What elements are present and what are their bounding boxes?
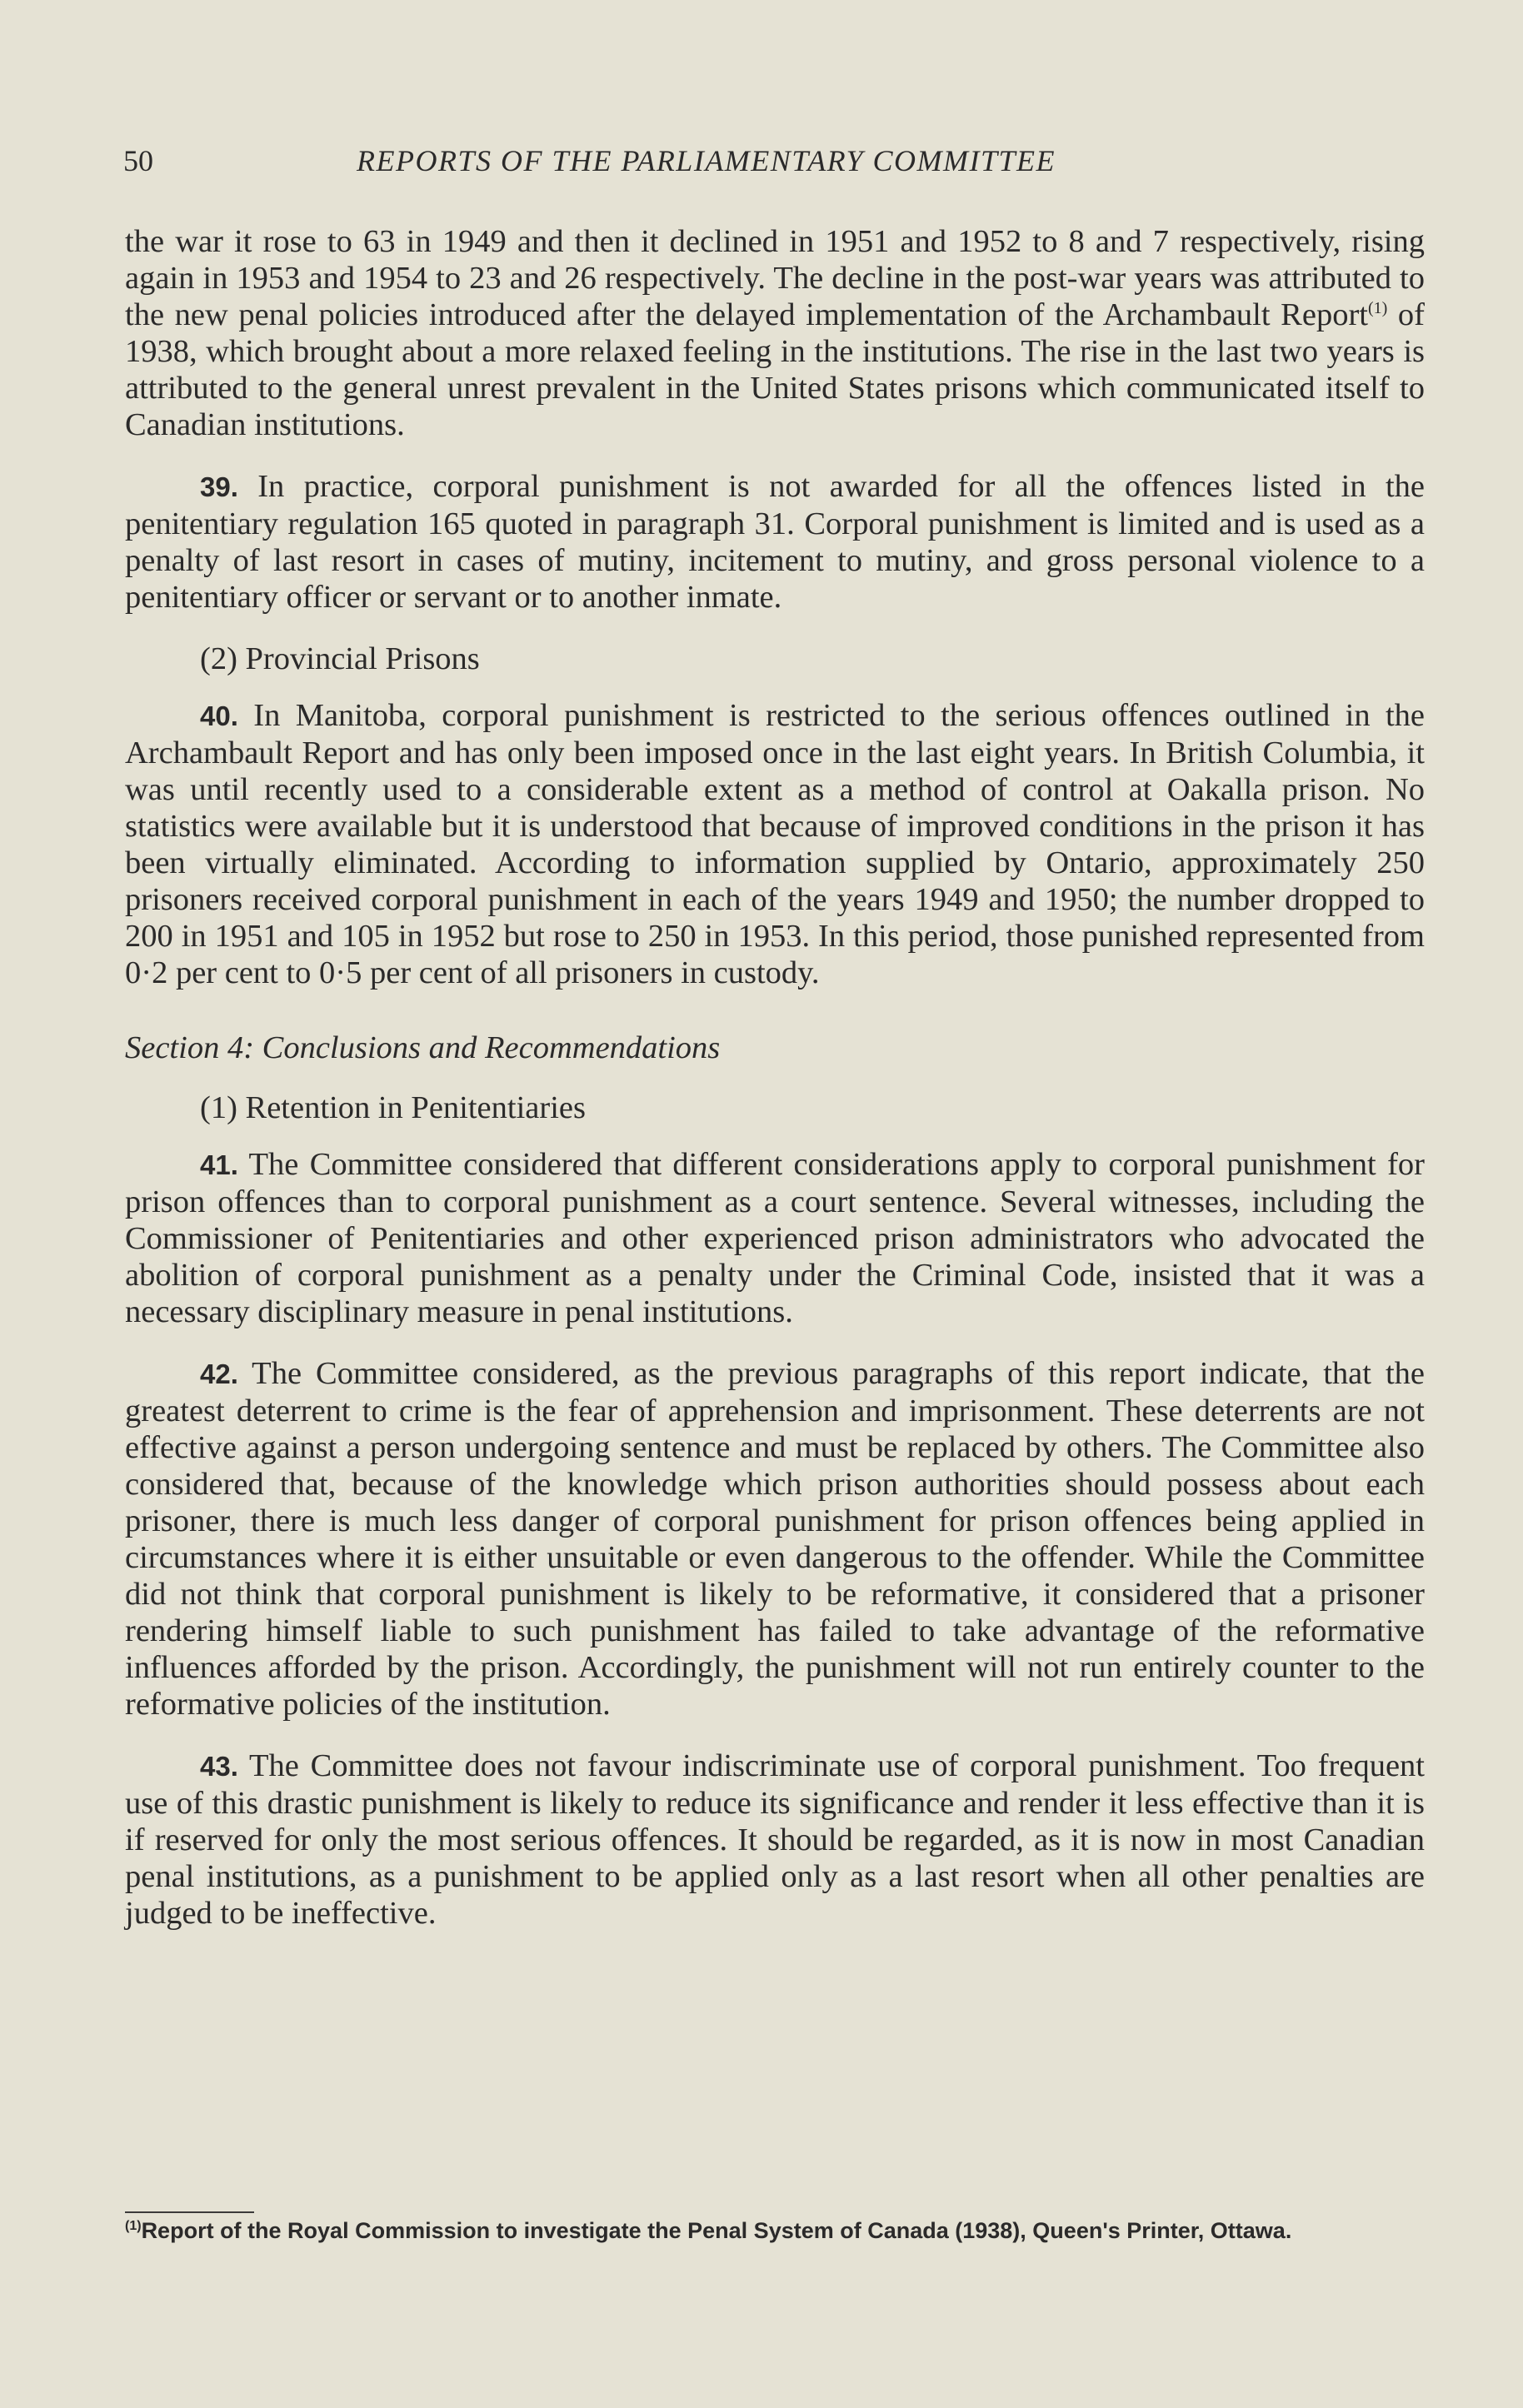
section-heading: Section 4: Conclusions and Recommendations [125,1030,721,1065]
paragraph-text: The Committee considered that different considerations apply to corporal punishment for prison offences than to corporal punishment as a court sentence. Several witnesses, including the Commissioner of Penitentiaries and other experienced prison administrators who advocated the abolition of corporal punishment as a penalty under the Criminal Code, insisted that it was a necessary disciplinary measure in penal institutions. [125,1147,1425,1329]
running-title: REPORTS OF THE PARLIAMENTARY COMMITTEE [357,144,1056,177]
body-text [125,223,1425,1957]
footnote-reference: (1) [1367,299,1388,318]
paragraph-number: 39. [200,471,238,502]
paragraph-39 [125,468,1425,616]
footnote-divider [125,2211,254,2213]
paragraph-40 [125,697,1425,991]
page-number: 50 [123,144,153,177]
paragraph-41 [125,1146,1425,1330]
footnote-text: Report of the Royal Commission to investigate the Penal System of Canada (1938), Queen's Printer, Ottawa. [141,2218,1292,2243]
paragraph-text: In Manitoba, corporal punishment is restricted to the serious offences outlined in the Archambault Report and has only been imposed once in the last eight years. In British Columbia, it was until recently used to a considerable extent as a method of control at Oakalla prison. No statistics were available but it is understood that because of improved conditions in the prison it has been virtually eliminated. According to information supplied by Ontario, approximately 250 prisoners received corporal punishment in each of the years 1949 and 1950; the number dropped to 200 in 1951 and 105 in 1952 but rose to 250 in 1953. In this period, those punished represented from 0·2 per cent to 0·5 per cent of all prisoners in custody. [125,698,1425,990]
paragraph-number: 42. [200,1359,238,1389]
paragraph-text: The Committee considered, as the previous paragraphs of this report indicate, that the greatest deterrent to crime is the fear of apprehension and imprisonment. These deterrents are not effective against a person undergoing sentence and must be replaced by others. The Committee also considered that, because of the knowledge which prison authorities should possess about each prisoner, there is much less danger of corporal punishment for prison offences being applied in circumstances where it is either unsuitable or even dangerous to the offender. While the Committee did not think that corporal punishment is likely to be reformative, it considered that a prisoner rendering himself liable to such punishment has failed to take advantage of the reformative influences afforded by the prison. Accordingly, the punishment will not run entirely counter to the reformative policies of the institution. [125,1356,1425,1722]
footnote-marker: (1) [125,2219,142,2233]
subheading-provincial-prisons: (2) Provincial Prisons [200,641,480,676]
paragraph-43 [125,1747,1425,1932]
paragraph-text: of 1938, which brought about a more relaxed feeling in the institutions. The rise in the last two years is attributed to the general unrest prevalent in the United States prisons which communicated itself to Canadian institutions. [125,297,1425,442]
paragraph-text: In practice, corporal punishment is not awarded for all the offences listed in the penitentiary regulation 165 quoted in paragraph 31. Corporal punishment is limited and is used as a penalty of last resort in cases of mutiny, incitement to mutiny, and gross personal violence to a penitentiary officer or servant or to another inmate. [125,469,1425,615]
paragraph-number: 41. [200,1149,238,1180]
paragraph-42 [125,1355,1425,1722]
subheading-retention: (1) Retention in Penitentiaries [200,1090,586,1125]
paragraph-number: 40. [200,700,238,731]
paragraph-text: the war it rose to 63 in 1949 and then it declined in 1951 and 1952 to 8 and 7 respectively, rising again in 1953 and 1954 to 23 and 26 respectively. The decline in the post-war years was attributed to the new penal policies introduced after the delayed implementation of the Archambault Report [125,224,1425,332]
page-header [123,143,1423,185]
footnote [125,2217,1425,2244]
paragraph-continued [125,223,1425,443]
paragraph-text: The Committee does not favour indiscriminate use of corporal punishment. Too frequent use of this drastic punishment is likely to reduce its significance and render it less effective than it is if reserved for only the most serious offences. It should be regarded, as it is now in most Canadian penal institutions, as a punishment to be applied only as a last resort when all other penalties are judged to be ineffective. [125,1748,1425,1931]
paragraph-number: 43. [200,1751,238,1782]
